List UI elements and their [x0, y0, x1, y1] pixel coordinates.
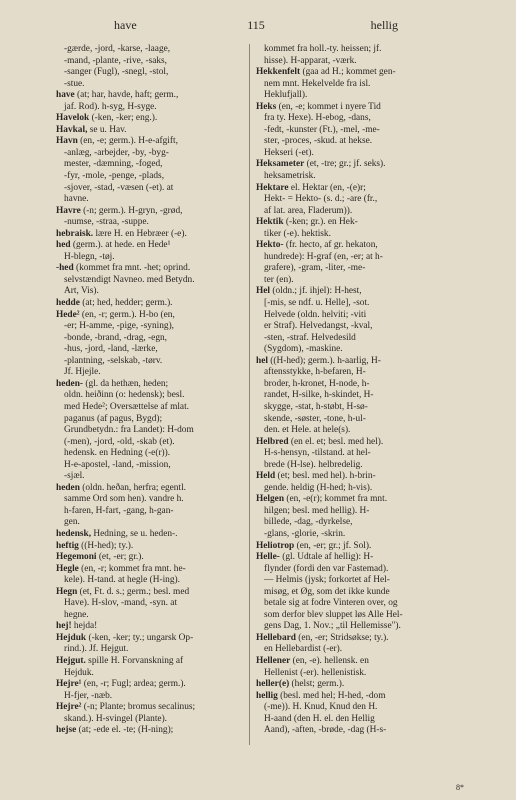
entry-line	[256, 356, 476, 368]
entry-text: -sjover, -stad, -væsen (-et). at	[64, 182, 174, 193]
entry-text: -sjæl.	[64, 471, 85, 482]
entry-line	[56, 610, 272, 622]
entry-text: betale sig at fodre Vinteren over, og	[264, 598, 398, 609]
entry-text: (-me)). H. Knud, Knud den H.	[264, 702, 378, 713]
headword: hedde	[56, 298, 80, 309]
entry-text: tiker (-e). hektisk.	[264, 228, 331, 239]
entry-text: hundrede): H-graf (en, -er; at h-	[264, 251, 383, 262]
entry-text: mester, -dæmning, -foged,	[64, 159, 163, 170]
entry-text: nem mnt. Hekelvelde fra isl.	[264, 78, 371, 89]
entry-line	[56, 471, 272, 483]
entry-line	[256, 483, 476, 495]
entry-line	[56, 414, 272, 426]
headword: hej!	[56, 621, 72, 632]
entry-text: (en, -r; Fugl; ardea; germ.).	[81, 679, 186, 690]
entry-line	[256, 668, 476, 680]
entry-text: Hedning, se u. heden-.	[91, 528, 178, 539]
entry-text: -er; H-amme, -pige, -syning),	[64, 321, 175, 332]
entry-text: -fyr, -mole, -penge, -plads,	[64, 171, 165, 182]
headword: Heksameter	[256, 159, 305, 170]
page-number: 115	[247, 18, 265, 32]
entry-text: med Hede²; Oversættelse af mlat.	[64, 401, 190, 412]
entry-line	[256, 598, 476, 610]
entry-line	[56, 506, 272, 518]
entry-line	[56, 714, 272, 726]
entry-line	[256, 321, 476, 333]
headword: have	[56, 90, 75, 101]
entry-line	[256, 587, 476, 599]
entry-text: en Hellebardist (-er).	[264, 644, 343, 655]
entry-line	[256, 494, 476, 506]
headword: Hekto-	[256, 240, 284, 251]
entry-text: -hus, -jord, -land, -lærke,	[64, 344, 158, 355]
entry-text: brede (H-lse). helbredelig.	[264, 459, 363, 470]
entry-line	[56, 113, 272, 125]
headword: hejse	[56, 725, 77, 736]
entry-line	[256, 633, 476, 645]
entry-line	[56, 275, 272, 287]
entry-text: (gl. Udtale af hellig): H-	[279, 552, 374, 563]
entry-line	[256, 448, 476, 460]
headword: Hellebard	[256, 632, 296, 643]
entry-line	[256, 367, 476, 379]
entry-line	[56, 125, 272, 137]
entry-line	[256, 298, 476, 310]
entry-text: af lat. area, Fladerum)).	[264, 205, 353, 216]
entry-line	[256, 471, 476, 483]
entry-text: -sten, -straf. Helvedesild	[264, 332, 356, 343]
entry-line	[256, 240, 476, 252]
entry-line	[56, 437, 272, 449]
page-header	[52, 18, 460, 34]
entry-line	[256, 194, 476, 206]
entry-text: gende. heldig (H-hed; h-vis).	[264, 482, 373, 493]
entry-line	[256, 79, 476, 91]
entry-line	[256, 610, 476, 622]
entry-text: skende, -søster, -tone, h-ul-	[264, 413, 366, 424]
headword: Hegn	[56, 586, 78, 597]
right-column	[256, 44, 476, 737]
entry-text: H-fjer, -næb.	[64, 690, 113, 701]
headword: Helle-	[256, 552, 280, 563]
entry-text: skand.). H-svingel (Plante).	[64, 713, 168, 724]
entry-text: Hekt- = Hekto- (s. d.; -are (fr.,	[264, 194, 378, 205]
entry-text: (-n; germ.). H-gryn, -grød,	[80, 205, 183, 216]
headword: Hegemoni	[56, 552, 97, 563]
entry-text: hedensk. en Hedning (-e(r)).	[64, 448, 171, 459]
entry-line	[256, 171, 476, 183]
headword: heden	[56, 482, 80, 493]
entry-line	[256, 67, 476, 79]
headword: Helbred	[256, 436, 289, 447]
entry-text: -bonde, -brand, -drag, -egn,	[64, 332, 168, 343]
entry-text: (en, -er; Stridsøkse; ty.).	[295, 632, 389, 643]
entry-line	[56, 159, 272, 171]
entry-line	[56, 367, 272, 379]
entry-line	[256, 460, 476, 472]
entry-line	[56, 460, 272, 472]
entry-text: H-e-apostel, -land, -mission,	[64, 459, 171, 470]
entry-text: gens Dag, 1. Nov.; „til Hellemisse").	[264, 621, 401, 632]
entry-text: billede, -dag, -dyrkelse,	[264, 517, 353, 528]
entry-text: el. Hektar (en, -(e)r;	[288, 182, 366, 193]
entry-line	[56, 529, 272, 541]
entry-text: H-blegn, -tøj.	[64, 251, 115, 262]
entry-line	[56, 702, 272, 714]
entry-text: (et, -tre; gr.; jf. seks).	[304, 159, 386, 170]
headword: Hektare	[256, 182, 289, 193]
entry-line	[56, 621, 272, 633]
entry-text: -fedt, -kunster (Ft.), -mel, -me-	[264, 124, 380, 135]
entry-text: (en el. et; besl. med hel).	[288, 436, 384, 447]
entry-line	[56, 79, 272, 91]
entry-text: Have). H-slov, -mand, -syn. at	[64, 598, 178, 609]
headword: Helgen	[256, 494, 285, 505]
entry-text: ster, -proces, -skud. at hekse.	[264, 136, 373, 147]
entry-line	[256, 575, 476, 587]
entry-line	[56, 90, 272, 102]
entry-line	[56, 183, 272, 195]
headword: hebraisk.	[56, 228, 94, 239]
entry-line	[56, 402, 272, 414]
entry-text: (at; har, havde, haft; germ.,	[74, 90, 179, 101]
signature-mark: 8*	[456, 783, 464, 792]
entry-line	[56, 263, 272, 275]
entry-text: rind.). Jf. Hejgut.	[64, 644, 129, 655]
entry-line	[56, 725, 272, 737]
entry-text: (et, -er; gr.).	[96, 552, 144, 563]
entry-line	[56, 206, 272, 218]
entry-text: Jf. Hjejle.	[64, 367, 101, 378]
entry-line	[56, 517, 272, 529]
entry-text: -gærde, -jord, -karse, -laage,	[64, 44, 171, 54]
headword: Havre	[56, 205, 81, 216]
entry-line	[256, 206, 476, 218]
headword: Havkal,	[56, 124, 88, 135]
entry-text: (en, -er; gr.; jf. Sol).	[294, 540, 372, 551]
entry-text: kele). H-tand. at hegle (H-ing).	[64, 575, 180, 586]
entry-text: (en, -e). hellensk. en	[290, 655, 369, 666]
entry-line	[56, 483, 272, 495]
entry-text: spille H. Forvanskning af	[85, 655, 184, 666]
entry-text: flynder (fordi den var Fastemad).	[264, 563, 389, 574]
entry-text: gen.	[64, 517, 80, 528]
entry-line	[256, 125, 476, 137]
entry-text: — Helmis (jysk; forkortet af Hel-	[264, 575, 390, 586]
entry-line	[56, 656, 272, 668]
entry-line	[256, 621, 476, 633]
entry-line	[256, 564, 476, 576]
entry-line	[56, 67, 272, 79]
entry-text: hilgen; besl. med hellig). H-	[264, 505, 370, 516]
entry-line	[56, 494, 272, 506]
entry-line	[256, 390, 476, 402]
entry-line	[56, 575, 272, 587]
entry-text: (oldn. heðan, herfra; egentl.	[79, 482, 187, 493]
entry-line	[256, 656, 476, 668]
entry-text: selvstændigt Navneo. med Betydn.	[64, 274, 195, 285]
entry-text: som derfor blev sluppet løs Alle Hel-	[264, 609, 403, 620]
entry-text: H-s-hensyn, -tilstand. at hel-	[264, 448, 371, 459]
headword: Hegle	[56, 563, 79, 574]
entry-text: heksametrisk.	[264, 171, 316, 182]
entry-line	[56, 679, 272, 691]
entry-line	[56, 390, 272, 402]
entry-line	[256, 506, 476, 518]
entry-line	[256, 136, 476, 148]
entry-text: (at; -ede el. -te; (H-ning);	[76, 725, 174, 736]
headword: -hed	[56, 263, 74, 274]
entry-line	[56, 448, 272, 460]
entry-text: -glans, -glorie, -skrin.	[264, 528, 346, 539]
entry-text: (oldn.; jf. ihjel): H-hest,	[270, 286, 362, 297]
entry-line	[256, 263, 476, 275]
entry-line	[256, 691, 476, 703]
entry-line	[256, 310, 476, 322]
entry-text: (at; hed, hedder; germ.).	[79, 298, 173, 309]
entry-line	[56, 356, 272, 368]
entry-text: broder, h-kronet, H-node, h-	[264, 378, 370, 389]
headword: Hel	[256, 286, 271, 297]
headword: hed	[56, 240, 71, 251]
entry-line	[256, 229, 476, 241]
entry-line	[256, 102, 476, 114]
entry-line	[56, 379, 272, 391]
entry-line	[56, 321, 272, 333]
entry-line	[256, 714, 476, 726]
entry-line	[256, 44, 476, 56]
entry-line	[56, 668, 272, 680]
headword: heftig	[56, 540, 79, 551]
entry-text: misøg, et Øg, som det ikke kunde	[264, 586, 390, 597]
entry-text: er Straf). Helvedangst, -kval,	[264, 321, 373, 332]
headword: Hejduk	[56, 632, 87, 643]
entry-text: (en, -e; kommet i nyere Tid	[276, 101, 381, 112]
entry-text: kommet fra holl.-ty. heissen; jf.	[264, 44, 382, 54]
entry-line	[256, 529, 476, 541]
entry-text: (-ken, -ker; ty.; ungarsk Op-	[86, 632, 194, 643]
headword: Havelok	[56, 113, 90, 124]
entry-line	[256, 552, 476, 564]
entry-text: (en, -e(r); kommet fra mnt.	[284, 494, 388, 505]
entry-text: Art, Vis).	[64, 286, 99, 297]
entry-text: -plantning, -selskab, -tørv.	[64, 355, 163, 366]
entry-line	[256, 333, 476, 345]
header-left-guide-word: have	[114, 18, 137, 32]
entry-text: hegne.	[64, 609, 89, 620]
entry-text: (helst; germ.).	[289, 679, 345, 690]
entry-line	[56, 425, 272, 437]
entry-line	[256, 725, 476, 737]
entry-line	[56, 286, 272, 298]
entry-text: -mand, -plante, -rive, -saks,	[64, 55, 168, 66]
headword: Hede²	[56, 309, 80, 320]
entry-text: jaf. Rod). h-syg, H-syge.	[64, 101, 157, 112]
entry-line	[56, 691, 272, 703]
headword: hellig	[256, 690, 278, 701]
entry-line	[56, 552, 272, 564]
headword: Hellener	[256, 655, 291, 666]
entry-line	[256, 644, 476, 656]
entry-text: lære H. en Hebræer (-e).	[93, 228, 187, 239]
entry-text: (en, -e; germ.). H-e-afgift,	[77, 136, 178, 147]
entry-text: samme Ord som hen). vandre h.	[64, 494, 184, 505]
entry-text: (Sygdom), -maskine.	[264, 344, 343, 355]
entry-text: grafere), -gram, -liter, -me-	[264, 263, 366, 274]
entry-line	[256, 56, 476, 68]
entry-line	[56, 240, 272, 252]
entry-text: skygge, -stat, h-støbt, H-sø-	[264, 401, 368, 412]
entry-text: (kommet fra mnt. -het; oprind.	[73, 263, 191, 274]
entry-text: den. et Hele. at hele(s).	[264, 425, 351, 436]
entry-text: havne.	[64, 194, 89, 205]
entry-text: H-aand (den H. el. den Hellig	[264, 713, 375, 724]
headword: Held	[256, 471, 276, 482]
entry-text: paganus (af pagus, Bygd);	[64, 413, 163, 424]
entry-line	[256, 702, 476, 714]
entry-line	[256, 113, 476, 125]
entry-text: aftensstykke, h-befaren, H-	[264, 367, 366, 378]
entry-line	[256, 252, 476, 264]
headword: Hejgut.	[56, 655, 86, 666]
entry-line	[256, 679, 476, 691]
entry-text: (besl. med hel; H-hed, -dom	[277, 690, 386, 701]
headword: hel	[256, 355, 268, 366]
headword: Hejre¹	[56, 679, 82, 690]
entry-line	[56, 56, 272, 68]
entry-text: -numse, -straa, -suppe.	[64, 217, 149, 228]
entry-line	[256, 379, 476, 391]
entry-text: randet, H-silke, h-skindet, H-	[264, 390, 374, 401]
entry-line	[256, 148, 476, 160]
entry-text: (-ken; gr.). en Hek-	[283, 217, 358, 228]
entry-line	[56, 171, 272, 183]
entry-line	[56, 333, 272, 345]
entry-line	[56, 102, 272, 114]
entry-line	[56, 587, 272, 599]
entry-line	[56, 229, 272, 241]
entry-line	[256, 286, 476, 298]
entry-text: [-mis, se ndf. u. Helle], -sot.	[264, 298, 370, 309]
entry-line	[256, 402, 476, 414]
entry-text: (-ken, -ker; eng.).	[89, 113, 158, 124]
entry-line	[56, 541, 272, 553]
headword: Hejre²	[56, 702, 82, 713]
entry-line	[256, 217, 476, 229]
entry-text: hejda!	[71, 621, 98, 632]
entry-line	[256, 437, 476, 449]
entry-text: Aand), -aften, -brøde, -dag (H-s-	[264, 725, 387, 736]
entry-line	[256, 344, 476, 356]
entry-line	[256, 541, 476, 553]
entry-text: Hekseri (-et).	[264, 147, 314, 158]
entry-text: (et; besl. med hel). h-brin-	[275, 471, 376, 482]
entry-line	[256, 425, 476, 437]
entry-line	[56, 44, 272, 56]
headword: heden-	[56, 378, 83, 389]
entry-text: -anlæg, -arbejder, -by, -byg-	[64, 147, 169, 158]
entry-text: -stue.	[64, 78, 85, 89]
entry-text: ((H-hed); ty.).	[78, 540, 134, 551]
entry-line	[56, 564, 272, 576]
entry-line	[256, 275, 476, 287]
entry-line	[56, 194, 272, 206]
entry-line	[56, 217, 272, 229]
entry-line	[56, 310, 272, 322]
entry-text: (et, Ft. d. s.; germ.; besl. med	[77, 586, 190, 597]
headword: hedensk,	[56, 528, 92, 539]
entry-text: oldn. heiðinn (o: hedensk); besl.	[64, 390, 185, 401]
headword: heller(e)	[256, 679, 290, 690]
entry-text: (gl. da hethæn, heden;	[83, 378, 169, 389]
entry-text: ter (en).	[264, 274, 294, 285]
entry-text: fra ty. Hexe). H-ebog, -dans,	[264, 113, 371, 124]
entry-text: (germ.). at hede. en Hede¹	[70, 240, 171, 251]
entry-line	[256, 90, 476, 102]
entry-text: -sanger (Fugl), -snegl, -stol,	[64, 67, 169, 78]
entry-line	[56, 136, 272, 148]
entry-text: Hejduk.	[64, 667, 94, 678]
entry-text: (gaa ad H.; kommet gen-	[300, 67, 396, 78]
entry-line	[56, 148, 272, 160]
headword: Heks	[256, 101, 277, 112]
headword: Hekkenfelt	[256, 67, 301, 78]
headword: Havn	[56, 136, 78, 147]
entry-line	[256, 414, 476, 426]
entry-text: Heklufjall).	[264, 90, 308, 101]
entry-text: (en, -r; kommet fra mnt. he-	[78, 563, 186, 574]
entry-text: h-faren, H-fart, -gang, h-gan-	[64, 505, 174, 516]
entry-line	[56, 644, 272, 656]
entry-line	[256, 183, 476, 195]
entry-text: (-n; Plante; bromus secalinus;	[81, 702, 196, 713]
entry-text: se u. Hav.	[87, 124, 127, 135]
entry-line	[256, 159, 476, 171]
entry-text: (-men), -jord, -old, -skab (et).	[64, 436, 175, 447]
entry-line	[56, 252, 272, 264]
entry-text: Helvede (oldn. helviti; -viti	[264, 309, 367, 320]
headword: Heliotrop	[256, 540, 295, 551]
entry-text: ((H-hed); germ.). h-aarlig, H-	[267, 355, 381, 366]
entry-line	[56, 598, 272, 610]
headword: Hektik	[256, 217, 284, 228]
entry-text: hisse). H-apparat, -værk.	[264, 55, 357, 66]
entry-line	[56, 633, 272, 645]
entry-line	[56, 344, 272, 356]
entry-text: (fr. hecto, af gr. hekaton,	[283, 240, 378, 251]
entry-text: Hellenist (-er). hellenistisk.	[264, 667, 367, 678]
entry-text: Grundbetydn.: fra Landet): H-dom	[64, 425, 194, 436]
entry-text: (en, -r; germ.). H-bo (en,	[79, 309, 175, 320]
header-right-guide-word: hellig	[370, 18, 398, 32]
entry-line	[256, 517, 476, 529]
entry-line	[56, 298, 272, 310]
left-column	[56, 44, 272, 737]
